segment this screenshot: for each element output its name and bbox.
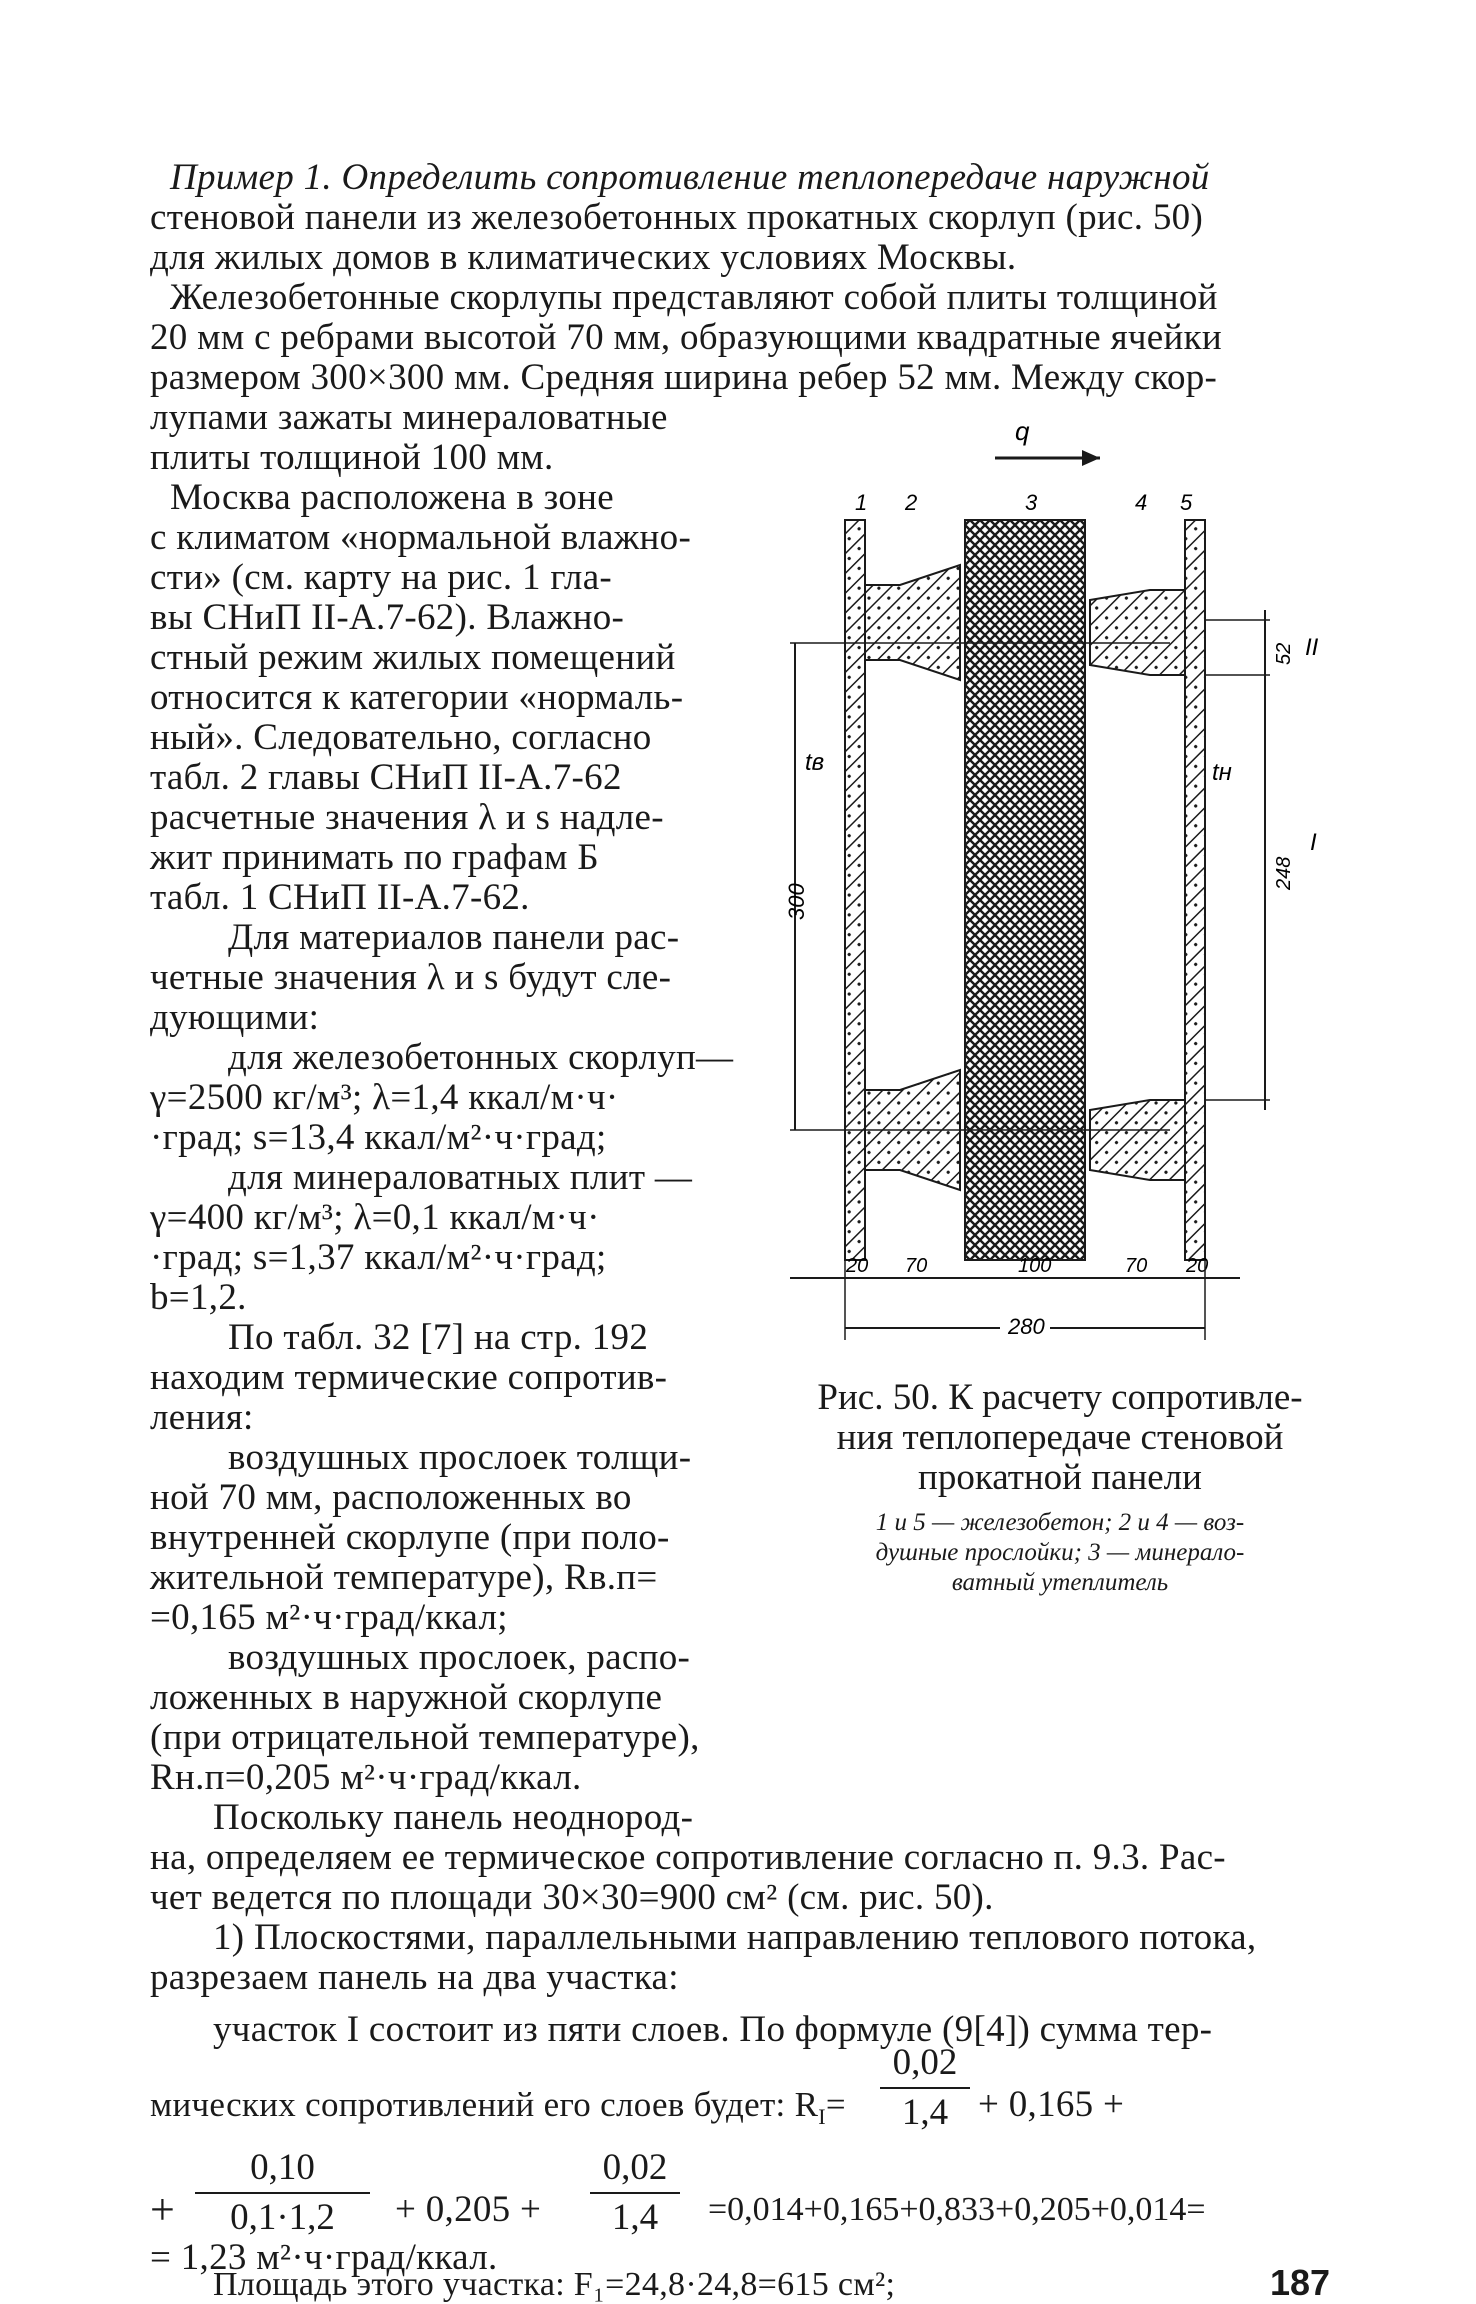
text-line: Rн.п=0,205 м²·ч·град/ккал. xyxy=(150,1757,582,1798)
figure-caption: Рис. 50. К расчету сопротивле- ния теплопередаче стеновой прокатной панели xyxy=(817,1377,1303,1498)
text-line: стеновой панели из железобетонных прокатных скорлуп (рис. 50) xyxy=(150,197,1204,238)
text-line: Москва расположена в зоне xyxy=(170,477,614,518)
text-line: γ=400 кг/м³; λ=0,1 ккал/м·ч· xyxy=(150,1197,600,1238)
rib-left-top xyxy=(865,565,960,680)
text-line: Железобетонные скорлупы представляют собой плиты толщиной xyxy=(170,277,1218,318)
shell-inner xyxy=(845,520,865,1260)
zone-I: I xyxy=(1310,829,1317,856)
text-line: для жилых домов в климатических условиях Москвы. xyxy=(150,237,1017,278)
figure-50 xyxy=(770,410,1330,1350)
text-line: для минераловатных плит — xyxy=(228,1157,693,1198)
formula-result: =0,014+0,165+0,833+0,205+0,014= xyxy=(708,2191,1206,2228)
dim-300: 300 xyxy=(784,883,809,920)
text-line: разрезаем панель на два участка: xyxy=(150,1957,679,1998)
text-line: 20 мм с ребрами высотой 70 мм, образующими квадратные ячейки xyxy=(150,317,1222,358)
text-line: b=1,2. xyxy=(150,1277,247,1318)
flow-label: q xyxy=(1015,416,1030,446)
dim-70: 70 xyxy=(1125,1255,1148,1277)
formula-line: + 0,165 + xyxy=(978,2084,1125,2125)
dim-20: 20 xyxy=(846,1255,869,1277)
text-line: жительной температуре), Rв.п= xyxy=(150,1557,658,1598)
page-number: 187 xyxy=(1270,2262,1331,2303)
text-line: (при отрицательной температуре), xyxy=(150,1717,700,1758)
zone-II: II xyxy=(1305,634,1319,661)
layer-number: 1 xyxy=(855,490,868,515)
text-line: сти» (см. карту на рис. 1 гла- xyxy=(150,557,613,598)
text-line: ложенных в наружной скорлупе xyxy=(150,1677,663,1718)
dim-52: 52 xyxy=(1273,642,1295,665)
example-title: Пример 1. Определить сопротивление теплопередаче наружной xyxy=(170,157,1210,198)
text-line: стный режим жилых помещений xyxy=(150,637,676,678)
temp-out: tн xyxy=(1212,759,1232,786)
dim-280: 280 xyxy=(1008,1314,1045,1339)
text-line: с климатом «нормальной влажно- xyxy=(150,517,692,558)
dim-20: 20 xyxy=(1186,1255,1209,1277)
text-line: лупами зажаты минераловатные xyxy=(150,397,668,438)
formula-line: мических сопротивлений его слоев будет: $R_I=$ xyxy=(150,2085,846,2129)
dim-70: 70 xyxy=(905,1255,928,1277)
fraction-2: 0,10 0,1·1,2 xyxy=(195,2148,370,2238)
text-line: табл. 1 СНиП II-А.7-62. xyxy=(150,877,530,918)
text-line: 1) Плоскостями, параллельными направлению теплового потока, xyxy=(213,1917,1257,1958)
flow-arrowhead xyxy=(1082,450,1100,466)
text-line: относится к категории «нормаль- xyxy=(150,677,684,718)
text-line: чет ведется по площади 30×30=900 см² (см. рис. 50). xyxy=(150,1877,994,1918)
text-line: ления: xyxy=(150,1397,254,1438)
text-line: четные значения λ и s будут сле- xyxy=(150,957,672,998)
text-line: По табл. 32 [7] на стр. 192 xyxy=(228,1317,649,1358)
area-line: Площадь этого участка: F₁=24,8·24,8=615 см²; xyxy=(213,2266,896,2303)
text-line: ·град; s=13,4 ккал/м²·ч·град; xyxy=(150,1117,607,1158)
text-line: находим термические сопротив- xyxy=(150,1357,668,1398)
rib-right-bottom xyxy=(1090,1100,1185,1180)
text-line: ный». Следовательно, согласно xyxy=(150,717,652,758)
text-line: на, определяем ее термическое сопротивление согласно п. 9.3. Рас- xyxy=(150,1837,1226,1878)
dim-248: 248 xyxy=(1273,856,1295,890)
text-line: воздушных прослоек толщи- xyxy=(228,1437,692,1478)
text-line: ·град; s=1,37 ккал/м²·ч·град; xyxy=(150,1237,607,1278)
text-line: =0,165 м²·ч·град/ккал; xyxy=(150,1597,508,1638)
text-line: участок I состоит из пяти слоев. По формуле (9[4]) сумма тер- xyxy=(213,2009,1213,2050)
text-line: γ=2500 кг/м³; λ=1,4 ккал/м·ч· xyxy=(150,1077,619,1118)
layer-number: 4 xyxy=(1135,490,1148,515)
text-line: расчетные значения λ и s надле- xyxy=(150,797,664,838)
temp-in: tв xyxy=(805,749,825,776)
dim-100: 100 xyxy=(1018,1255,1052,1277)
fraction-3: 0,02 1,4 xyxy=(590,2148,680,2238)
formula-line: + 0,205 + xyxy=(395,2189,542,2230)
text-line: дующими: xyxy=(150,997,320,1038)
text-line: вы СНиП II-А.7-62). Влажно- xyxy=(150,597,625,638)
text-line: табл. 2 главы СНиП II-А.7-62 xyxy=(150,757,622,798)
mineral-wool xyxy=(965,520,1085,1260)
layer-number: 5 xyxy=(1180,490,1193,515)
text-line: Для материалов панели рас- xyxy=(228,917,680,958)
formula-plus: + xyxy=(150,2185,176,2234)
text-line: воздушных прослоек, распо- xyxy=(228,1637,691,1678)
text-line: внутренней скорлупе (при поло- xyxy=(150,1517,670,1558)
layer-number: 3 xyxy=(1025,490,1038,515)
figure-legend: 1 и 5 — железобетон; 2 и 4 — воз- душные прослойки; 3 — минерало- ватный утеплитель xyxy=(875,1509,1245,1596)
shell-outer xyxy=(1185,520,1205,1260)
text-line: для железобетонных скорлуп— xyxy=(228,1037,734,1078)
layer-number: 2 xyxy=(905,490,918,515)
rib-right-top xyxy=(1090,590,1185,675)
fraction-1: 0,02 1,4 xyxy=(880,2043,970,2133)
text-line: размером 300×300 мм. Средняя ширина ребер 52 мм. Между скор- xyxy=(150,357,1218,398)
text-line: плиты толщиной 100 мм. xyxy=(150,437,554,478)
formula-final: = 1,23 м²·ч·град/ккал. xyxy=(150,2237,498,2278)
text-line: ной 70 мм, расположенных во xyxy=(150,1477,632,1518)
text-line: Поскольку панель неоднород- xyxy=(213,1797,694,1838)
text-line: жит принимать по графам Б xyxy=(150,837,599,878)
